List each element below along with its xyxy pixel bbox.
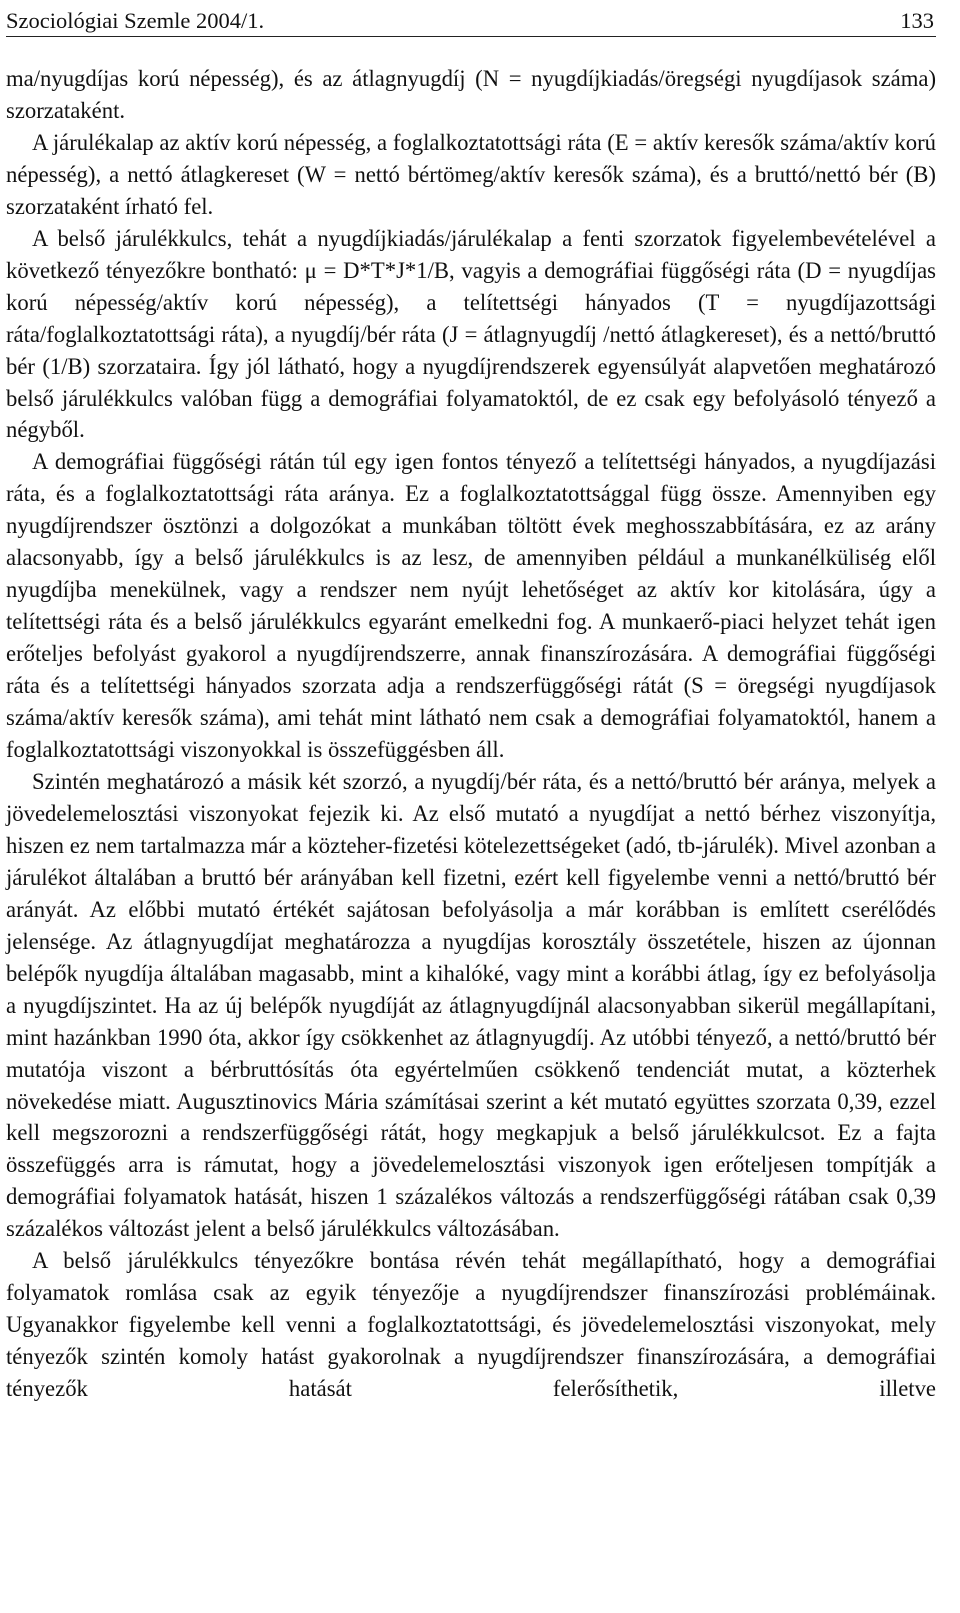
journal-title: Szociológiai Szemle 2004/1.	[6, 8, 265, 33]
paragraph-continuation: ma/nyugdíjas korú népesség), és az átlagnyugdíj (N = nyugdíjkiadás/öregségi nyugdíjasok száma) szorzataként.	[6, 66, 936, 123]
page-number: 133	[900, 8, 934, 33]
document-page	[6, 0, 936, 1405]
paragraph-internal-rate: A belső járulékkulcs, tehát a nyugdíjkiadás/járulékalap a fenti szorzatok figyelembevételével a következő tényezőkre bontható: μ = D*T*J*1/B, vagyis a demográfiai függőségi ráta (D = nyugdíjas korú népesség/aktív korú népesség), a telítettségi hányados (T = nyugdíjazottsági ráta/foglalkoztatottsági ráta), a nyugdíj/bér ráta (J = átlagnyugdíj /nettó átlagkereset), és a nettó/bruttó bér (1/B) szorzataira. Így jól látható, hogy a nyugdíjrendszerek egyensúlyát alapvetően meghatározó belső járulékkulcs valóban függ a demográfiai folyamatoktól, de ez csak egy befolyásoló tényező a négyből.	[6, 225, 936, 443]
paragraph-conclusion: A belső járulékkulcs tényezőkre bontása révén tehát megállapítható, hogy a demográfiai folyamatok romlása csak az egyik tényezője a nyugdíjrendszer finanszírozási problémáinak. Ugyanakkor figyelembe kell venni a foglalkoztatottsági, és jövedelemelosztási viszonyokat, mely tényezők szintén komoly hatást gyakorolnak a nyugdíjrendszer finanszírozására, a demográfiai tényezők hatását felerősíthetik, illetve	[6, 1248, 936, 1402]
paragraph-income-distribution: Szintén meghatározó a másik két szorzó, a nyugdíj/bér ráta, és a nettó/bruttó bér aránya, melyek a jövedelemelosztási viszonyokat fejezik ki. Az első mutató a nyugdíjat a nettó bérhez viszonyítja, hiszen ez nem tartalmazza már a közteher-fizetési kötelezettségeket (adó, tb-járulék). Mivel azonban a járulékot általában a bruttó bér arányában kell fizetni, ezért kell figyelembe venni a nettó/bruttó bér arányát. Az előbbi mutató értékét sajátosan befolyásolja a már korábban is említett cserélődés jelensége. Az átlagnyugdíjat meghatározza a nyugdíjas korosztály összetétele, hiszen az újonnan belépők nyugdíja általában magasabb, mint a kihalóké, vagy mint a korábbi átlag, így ez befolyásolja a nyugdíjszintet. Ha az új belépők nyugdíját az átlagnyugdíjnál alacsonyabban sikerül megállapítani, mint hazánkban 1990 óta, akkor így csökkenhet az átlagnyugdíj. Az utóbbi tényező, a nettó/bruttó bér mutatója viszont a bérbruttósítás óta egyértelműen csökkenő tendenciát mutat, a közterhek növekedése miatt. Augusztinovics Mária számításai szerint a két mutató együttes szorzata 0,39, ezzel kell megszorozni a rendszerfüggőségi rátát, hogy megkapjuk a belső járulékkulcsot. Ez a fajta összefüggés arra is rámutat, hogy a jövedelemelosztási viszonyok igen erőteljesen tompítják a demográfiai folyamatok hatását, hiszen 1 százalékos változás a rendszerfüggőségi rátában csak 0,39 százalékos változást jelent a belső járulékkulcs változásában.	[6, 768, 936, 1242]
body-text	[6, 63, 936, 1405]
running-header	[6, 0, 936, 37]
paragraph-contribution-base: A járulékalap az aktív korú népesség, a foglalkoztatottsági ráta (E = aktív keresők száma/aktív korú népesség), a nettó átlagkereset (W = nettó bértömeg/aktív keresők száma), és a bruttó/nettó bér (B) szorzataként írható fel.	[6, 129, 936, 219]
paragraph-saturation-ratio: A demográfiai függőségi rátán túl egy igen fontos tényező a telítettségi hányados, a nyugdíjazási ráta, és a foglalkoztatottsági ráta aránya. Ez a foglalkoztatottsággal függ össze. Amennyiben egy nyugdíjrendszer ösztönzi a dolgozókat a munkában töltött évek meghosszabbítására, ez az arány alacsonyabb, így a belső járulékkulcs is az lesz, de amennyiben például a munkanélküliség elől nyugdíjba menekülnek, vagy a rendszer nem nyújt lehetőséget az aktív kor kitolására, úgy a telítettségi ráta és a belső járulékkulcs egyaránt emelkedni fog. A munkaerő-piaci helyzet tehát igen erőteljes befolyást gyakorol a nyugdíjrendszerre, annak finanszírozására. A demográfiai függőségi ráta és a telítettségi hányados szorzata adja a rendszerfüggőségi rátát (S = öregségi nyugdíjasok száma/aktív keresők száma), ami tehát mint látható nem csak a demográfiai folyamatoktól, hanem a foglalkoztatottsági viszonyokkal is összefüggésben áll.	[6, 449, 936, 763]
